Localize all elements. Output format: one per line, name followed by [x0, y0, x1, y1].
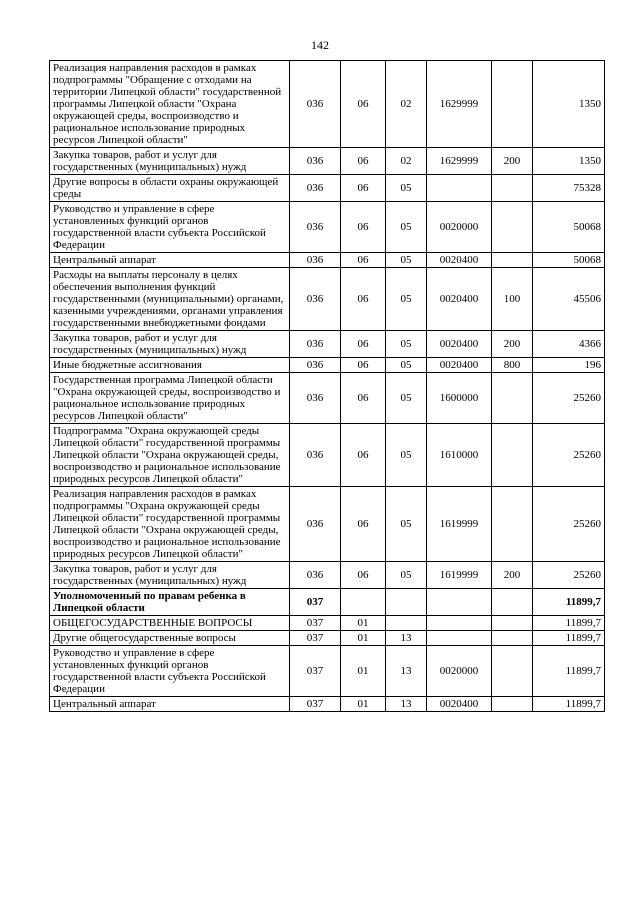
- amount: 196: [533, 358, 605, 373]
- expense-type-code: [492, 373, 533, 424]
- section-code: 06: [341, 487, 386, 562]
- amount: 25260: [533, 373, 605, 424]
- table-row: [50, 589, 605, 616]
- row-name: Закупка товаров, работ и услуг для государственных (муниципальных) нужд: [50, 148, 290, 175]
- table-row: [50, 268, 605, 331]
- target-code: 0020400: [427, 358, 492, 373]
- target-code: 0020400: [427, 253, 492, 268]
- row-name: Центральный аппарат: [50, 697, 290, 712]
- ministry-code: 037: [290, 646, 341, 697]
- expense-type-code: [492, 616, 533, 631]
- subsection-code: 05: [386, 373, 427, 424]
- expense-type-code: 200: [492, 148, 533, 175]
- subsection-code: 05: [386, 268, 427, 331]
- row-name: Другие вопросы в области охраны окружающей среды: [50, 175, 290, 202]
- target-code: 1619999: [427, 487, 492, 562]
- row-name: Руководство и управление в сфере установленных функций органов государственной власти субъекта Российской Федерации: [50, 202, 290, 253]
- table-row: [50, 616, 605, 631]
- expense-type-code: [492, 424, 533, 487]
- subsection-code: 13: [386, 646, 427, 697]
- section-code: 01: [341, 616, 386, 631]
- table-row: [50, 373, 605, 424]
- section-code: 06: [341, 148, 386, 175]
- section-code: 01: [341, 697, 386, 712]
- subsection-code: 05: [386, 424, 427, 487]
- table-row: [50, 175, 605, 202]
- expense-type-code: [492, 487, 533, 562]
- expense-type-code: [492, 61, 533, 148]
- subsection-code: 05: [386, 358, 427, 373]
- section-code: 06: [341, 253, 386, 268]
- section-code: 06: [341, 61, 386, 148]
- target-code: 0020400: [427, 331, 492, 358]
- amount: 50068: [533, 253, 605, 268]
- section-code: 06: [341, 358, 386, 373]
- amount: 25260: [533, 424, 605, 487]
- subsection-code: [386, 616, 427, 631]
- expense-type-code: 200: [492, 331, 533, 358]
- expense-type-code: [492, 631, 533, 646]
- section-code: 06: [341, 268, 386, 331]
- target-code: 0020400: [427, 268, 492, 331]
- section-code: 06: [341, 175, 386, 202]
- table-row: [50, 697, 605, 712]
- row-name: Другие общегосударственные вопросы: [50, 631, 290, 646]
- subsection-code: 05: [386, 175, 427, 202]
- row-name: Закупка товаров, работ и услуг для государственных (муниципальных) нужд: [50, 562, 290, 589]
- subsection-code: 02: [386, 61, 427, 148]
- subsection-code: 13: [386, 631, 427, 646]
- amount: 11899,7: [533, 631, 605, 646]
- target-code: [427, 589, 492, 616]
- amount: 75328: [533, 175, 605, 202]
- subsection-code: [386, 589, 427, 616]
- row-name: Реализация направления расходов в рамках подпрограммы "Охрана окружающей среды Липецкой области" государственной программы Липецкой области "Охрана окружающей среды, воспроизводство и рациональное использование природных ресурсов Липецкой области": [50, 487, 290, 562]
- ministry-code: 036: [290, 253, 341, 268]
- row-name: Иные бюджетные ассигнования: [50, 358, 290, 373]
- expense-type-code: [492, 646, 533, 697]
- expense-type-code: [492, 589, 533, 616]
- table-row: [50, 487, 605, 562]
- ministry-code: 036: [290, 202, 341, 253]
- table-row: [50, 253, 605, 268]
- ministry-code: 036: [290, 358, 341, 373]
- amount: 25260: [533, 487, 605, 562]
- table-row: [50, 646, 605, 697]
- amount: 11899,7: [533, 616, 605, 631]
- table-row: [50, 202, 605, 253]
- row-name: Реализация направления расходов в рамках подпрограммы "Обращение с отходами на территории Липецкой области" государственной программы Липецкой области "Охрана окружающей среды, воспроизводство и рациональное использование природных ресурсов Липецкой области": [50, 61, 290, 148]
- table-row: [50, 331, 605, 358]
- ministry-code: 036: [290, 487, 341, 562]
- ministry-code: 037: [290, 631, 341, 646]
- table-row: [50, 148, 605, 175]
- subsection-code: 05: [386, 253, 427, 268]
- section-code: 06: [341, 202, 386, 253]
- subsection-code: 05: [386, 487, 427, 562]
- ministry-code: 036: [290, 268, 341, 331]
- ministry-code: 036: [290, 562, 341, 589]
- ministry-code: 037: [290, 697, 341, 712]
- amount: 45506: [533, 268, 605, 331]
- expense-type-code: 200: [492, 562, 533, 589]
- table-row: [50, 61, 605, 148]
- page-number: 142: [311, 38, 329, 52]
- amount: 11899,7: [533, 589, 605, 616]
- row-name: Расходы на выплаты персоналу в целях обеспечения выполнения функций государственными (муниципальными) органами, казенными учреждениями, органами управления государственными внебюджетными фондами: [50, 268, 290, 331]
- row-name: ОБЩЕГОСУДАРСТВЕННЫЕ ВОПРОСЫ: [50, 616, 290, 631]
- ministry-code: 036: [290, 331, 341, 358]
- section-code: 01: [341, 631, 386, 646]
- amount: 1350: [533, 148, 605, 175]
- subsection-code: 13: [386, 697, 427, 712]
- amount: 1350: [533, 61, 605, 148]
- subsection-code: 05: [386, 562, 427, 589]
- subsection-code: 05: [386, 202, 427, 253]
- target-code: 1629999: [427, 148, 492, 175]
- expense-type-code: 100: [492, 268, 533, 331]
- target-code: 0020400: [427, 697, 492, 712]
- target-code: 1610000: [427, 424, 492, 487]
- amount: 11899,7: [533, 697, 605, 712]
- amount: 25260: [533, 562, 605, 589]
- row-name: Центральный аппарат: [50, 253, 290, 268]
- expense-type-code: 800: [492, 358, 533, 373]
- table-row: [50, 562, 605, 589]
- target-code: 1600000: [427, 373, 492, 424]
- section-code: 06: [341, 331, 386, 358]
- ministry-code: 036: [290, 61, 341, 148]
- row-name: Руководство и управление в сфере установленных функций органов государственной власти субъекта Российской Федерации: [50, 646, 290, 697]
- expense-type-code: [492, 175, 533, 202]
- ministry-code: 037: [290, 589, 341, 616]
- target-code: 0020000: [427, 646, 492, 697]
- ministry-code: 036: [290, 373, 341, 424]
- target-code: [427, 616, 492, 631]
- ministry-code: 036: [290, 175, 341, 202]
- expense-type-code: [492, 697, 533, 712]
- subsection-code: 02: [386, 148, 427, 175]
- row-name: Закупка товаров, работ и услуг для государственных (муниципальных) нужд: [50, 331, 290, 358]
- section-code: [341, 589, 386, 616]
- ministry-code: 036: [290, 424, 341, 487]
- target-code: 1619999: [427, 562, 492, 589]
- target-code: [427, 631, 492, 646]
- section-code: 06: [341, 562, 386, 589]
- ministry-code: 036: [290, 148, 341, 175]
- target-code: [427, 175, 492, 202]
- section-code: 06: [341, 373, 386, 424]
- subsection-code: 05: [386, 331, 427, 358]
- row-name: Государственная программа Липецкой области "Охрана окружающей среды, воспроизводство и рациональное использование природных ресурсов Липецкой области": [50, 373, 290, 424]
- section-code: 06: [341, 424, 386, 487]
- target-code: 0020000: [427, 202, 492, 253]
- row-name: Подпрограмма "Охрана окружающей среды Липецкой области" государственной программы Липецкой области "Охрана окружающей среды, воспроизводство и рациональное использование природных ресурсов Липецкой области": [50, 424, 290, 487]
- ministry-code: 037: [290, 616, 341, 631]
- table-row: [50, 424, 605, 487]
- target-code: 1629999: [427, 61, 492, 148]
- amount: 11899,7: [533, 646, 605, 697]
- row-name: Уполномоченный по правам ребенка в Липецкой области: [50, 589, 290, 616]
- amount: 4366: [533, 331, 605, 358]
- amount: 50068: [533, 202, 605, 253]
- table-row: [50, 631, 605, 646]
- section-code: 01: [341, 646, 386, 697]
- budget-table: [49, 60, 605, 712]
- expense-type-code: [492, 253, 533, 268]
- expense-type-code: [492, 202, 533, 253]
- table-row: [50, 358, 605, 373]
